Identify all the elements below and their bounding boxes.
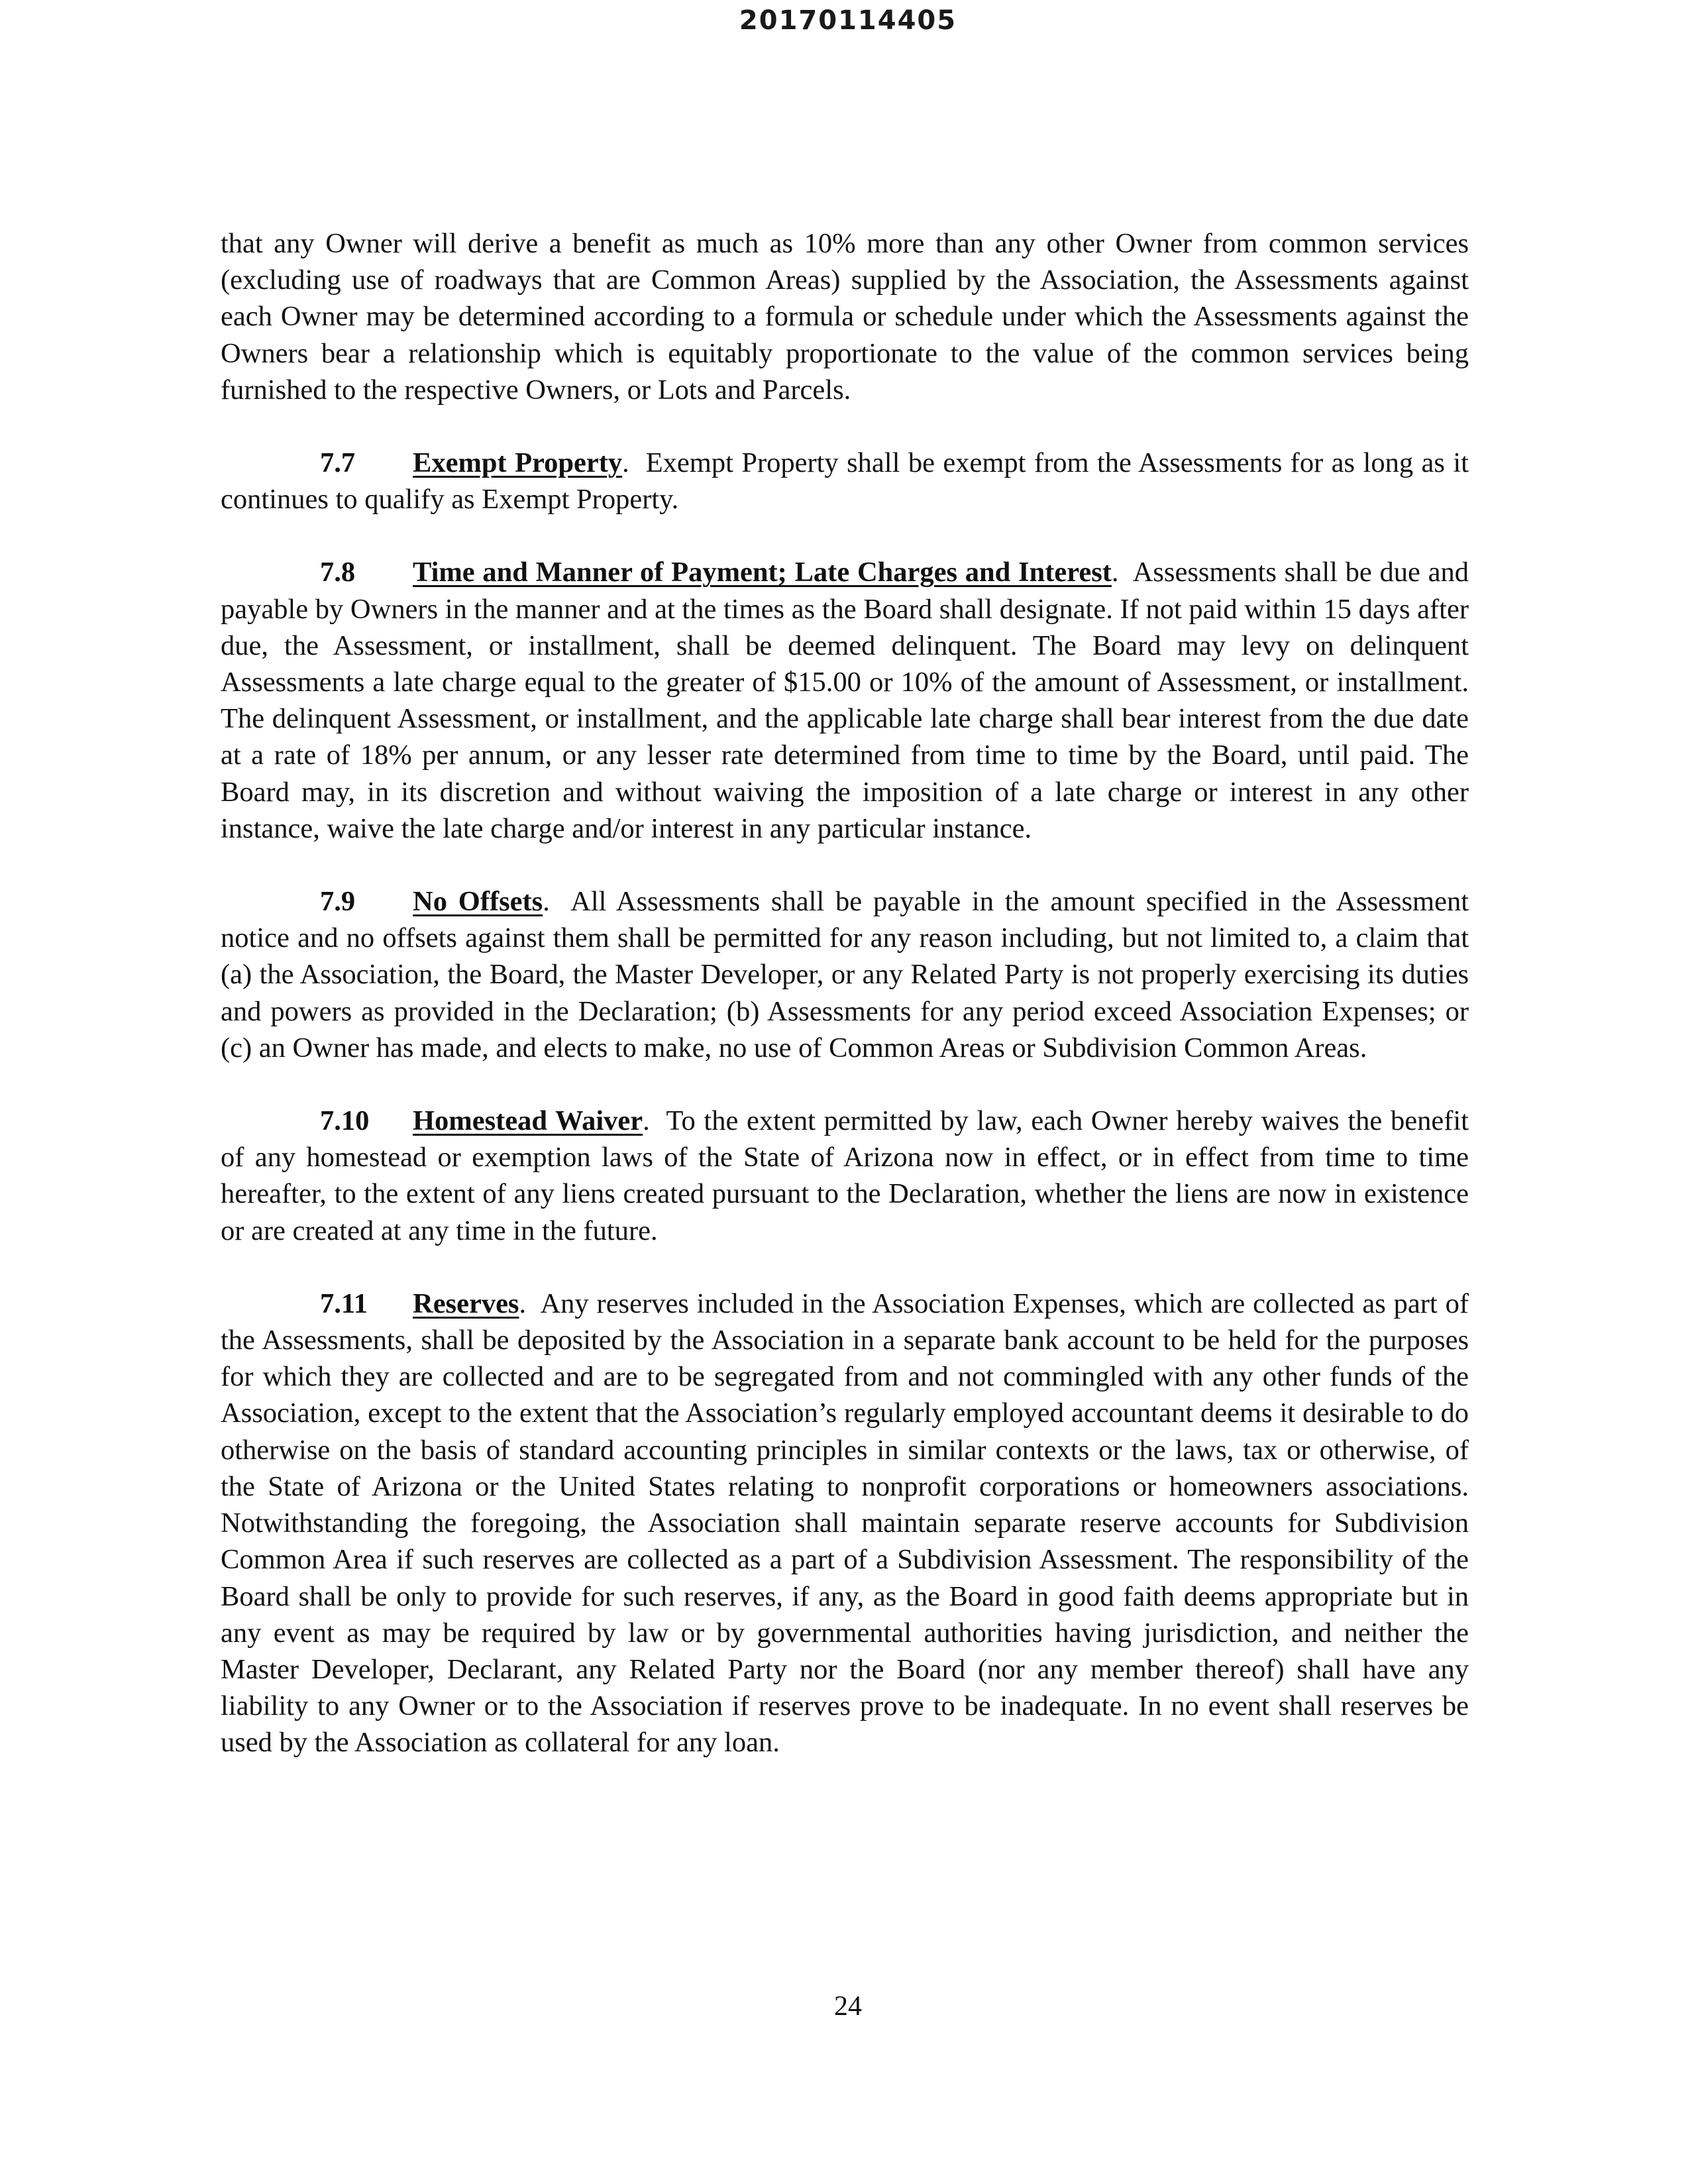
section-title: Time and Manner of Payment; Late Charges and Interest: [413, 557, 1112, 588]
recording-number: 20170114405: [739, 5, 957, 36]
section-number: 7.11: [320, 1287, 368, 1319]
section-title: No Offsets: [413, 886, 543, 918]
section-text: Exempt Property shall be exempt from the Assessments for as long as it continues to qualify as Exempt Property.: [221, 447, 1469, 516]
section-title: Reserves: [413, 1287, 519, 1319]
section-title: Exempt Property: [413, 447, 623, 479]
section-text: Assessments shall be due and payable by Owners in the manner and at the times as the Board shall designate. If not paid within 15 days after due, the Assessment, or installment, shall be deemed delinquent. The Board may levy on delinquent Assessments a late charge equal to the greater of $15.00 or 10% of the amount of Assessment, or installment. The delinquent Assessment, or installment, and the applicable late charge shall bear interest from the due date at a rate of 18% per annum, or any lesser rate determined from time to time by the Board, until paid. The Board may, in its discretion and without waiving the imposition of a late charge or interest in any other instance, waive the late charge and/or interest in any particular instance.: [221, 557, 1469, 844]
document-body: [221, 225, 1469, 1761]
section-7-11: 7.11 Reserves. Any reserves included in the Association Expenses, which are collected as part of the Assessments, shall be deposited by the Association in a separate bank account to be held for the purposes for which they are collected and are to be segregated from and not commingled with any other funds of the Association, except to the extent that the Association’s regularly employed accountant deems it desirable to do otherwise on the basis of standard accounting principles in similar contexts or the laws, tax or otherwise, of the State of Arizona or the United States relating to nonprofit corporations or homeowners associations. Notwithstanding the foregoing, the Association shall maintain separate reserve accounts for Subdivision Common Area if such reserves are collected as a part of a Subdivision Assessment. The responsibility of the Board shall be only to provide for such reserves, if any, as the Board in good faith deems appropriate but in any event as may be required by law or by governmental authorities having jurisdiction, and neither the Master Developer, Declarant, any Related Party nor the Board (nor any member thereof) shall have any liability to any Owner or to the Association if reserves prove to be inadequate. In no event shall reserves be used by the Association as collateral for any loan.: [221, 1285, 1469, 1761]
section-number: 7.8: [320, 557, 356, 588]
intro-text: that any Owner will derive a benefit as much as 10% more than any other Owner from common services (excluding use of roadways that are Common Areas) supplied by the Association, the Assessments against each Owner may be determined according to a formula or schedule under which the Assessments against the Owners bear a relationship which is equitably proportionate to the value of the common services being furnished to the respective Owners, or Lots and Parcels.: [221, 228, 1469, 406]
section-text: To the extent permitted by law, each Owner hereby waives the benefit of any homestead or exemption laws of the State of Arizona now in effect, or in effect from time to time hereafter, to the extent of any liens created pursuant to the Declaration, whether the liens are now in existence or are created at any time in the future.: [221, 1105, 1469, 1246]
section-7-7: 7.7 Exempt Property. Exempt Property shall be exempt from the Assessments for as long as it continues to qualify as Exempt Property.: [221, 445, 1469, 518]
section-text: Any reserves included in the Association Expenses, which are collected as part of the Assessments, shall be deposited by the Association in a separate bank account to be held for the purposes for which they are collected and are to be segregated from and not commingled with any other funds of the Association, except to the extent that the Association’s regularly employed accountant deems it desirable to do otherwise on the basis of standard accounting principles in similar contexts or the laws, tax or otherwise, of the State of Arizona or the United States relating to nonprofit corporations or homeowners associations. Notwithstanding the foregoing, the Association shall maintain separate reserve accounts for Subdivision Common Area if such reserves are collected as a part of a Subdivision Assessment. The responsibility of the Board shall be only to provide for such reserves, if any, as the Board in good faith deems appropriate but in any event as may be required by law or by governmental authorities having jurisdiction, and neither the Master Developer, Declarant, any Related Party nor the Board (nor any member thereof) shall have any liability to any Owner or to the Association if reserves prove to be inadequate. In no event shall reserves be used by the Association as collateral for any loan.: [221, 1287, 1469, 1759]
section-number: 7.7: [320, 447, 356, 479]
section-text: All Assessments shall be payable in the amount specified in the Assessment notice and no offsets against them shall be permitted for any reason including, but not limited to, a claim that (a) the Association, the Board, the Master Developer, or any Related Party is not properly exercising its duties and powers as provided in the Declaration; (b) Assessments for any period exceed Association Expenses; or (c) an Owner has made, and elects to make, no use of Common Areas or Subdivision Common Areas.: [221, 886, 1469, 1064]
section-number: 7.10: [320, 1105, 370, 1137]
section-title: Homestead Waiver: [413, 1105, 643, 1137]
section-number: 7.9: [320, 886, 356, 918]
section-7-10: 7.10 Homestead Waiver. To the extent permitted by law, each Owner hereby waives the benefit of any homestead or exemption laws of the State of Arizona now in effect, or in effect from time to time hereafter, to the extent of any liens created pursuant to the Declaration, whether the liens are now in existence or are created at any time in the future.: [221, 1103, 1469, 1249]
page-number: 24: [834, 1991, 862, 2022]
intro-paragraph: [221, 225, 1469, 408]
section-7-8: 7.8 Time and Manner of Payment; Late Charges and Interest. Assessments shall be due and payable by Owners in the manner and at the times as the Board shall designate. If not paid within 15 days after due, the Assessment, or installment, shall be deemed delinquent. The Board may levy on delinquent Assessments a late charge equal to the greater of $15.00 or 10% of the amount of Assessment, or installment. The delinquent Assessment, or installment, and the applicable late charge shall bear interest from the due date at a rate of 18% per annum, or any lesser rate determined from time to time by the Board, until paid. The Board may, in its discretion and without waiving the imposition of a late charge or interest in any other instance, waive the late charge and/or interest in any particular instance.: [221, 554, 1469, 847]
section-7-9: 7.9 No Offsets. All Assessments shall be payable in the amount specified in the Assessment notice and no offsets against them shall be permitted for any reason including, but not limited to, a claim that (a) the Association, the Board, the Master Developer, or any Related Party is not properly exercising its duties and powers as provided in the Declaration; (b) Assessments for any period exceed Association Expenses; or (c) an Owner has made, and elects to make, no use of Common Areas or Subdivision Common Areas.: [221, 883, 1469, 1066]
